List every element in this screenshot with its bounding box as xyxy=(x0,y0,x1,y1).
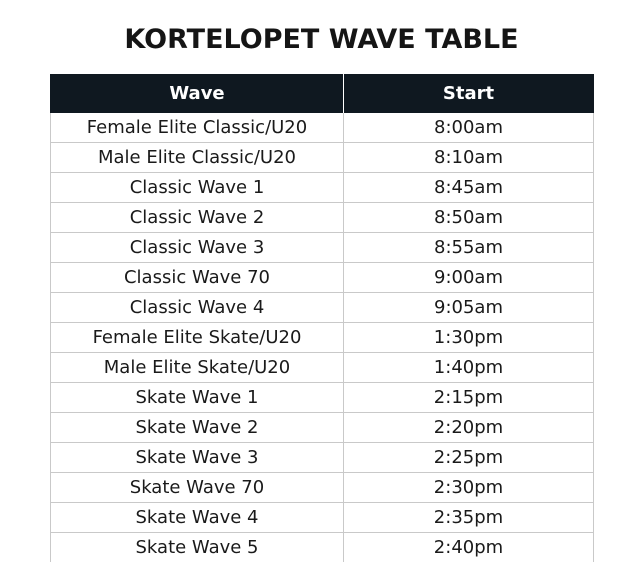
wave-cell: Skate Wave 4 xyxy=(51,503,344,533)
table-row xyxy=(51,293,594,323)
start-time-cell: 2:25pm xyxy=(344,443,594,473)
wave-cell: Classic Wave 3 xyxy=(51,233,344,263)
wave-cell: Female Elite Classic/U20 xyxy=(51,113,344,143)
page-title: KORTELOPET WAVE TABLE xyxy=(124,24,519,55)
table-row xyxy=(51,413,594,443)
wave-cell: Classic Wave 70 xyxy=(51,263,344,293)
table-row xyxy=(51,353,594,383)
table-row xyxy=(51,233,594,263)
table-row xyxy=(51,113,594,143)
start-time-cell: 2:40pm xyxy=(344,533,594,563)
table-row xyxy=(51,173,594,203)
start-time-cell: 8:50am xyxy=(344,203,594,233)
table-row xyxy=(51,443,594,473)
wave-cell: Male Elite Skate/U20 xyxy=(51,353,344,383)
wave-cell: Classic Wave 4 xyxy=(51,293,344,323)
table-row xyxy=(51,263,594,293)
start-time-cell: 8:45am xyxy=(344,173,594,203)
wave-cell: Skate Wave 1 xyxy=(51,383,344,413)
table-header-row xyxy=(51,74,594,113)
start-time-cell: 2:35pm xyxy=(344,503,594,533)
wave-cell: Male Elite Classic/U20 xyxy=(51,143,344,173)
wave-cell: Female Elite Skate/U20 xyxy=(51,323,344,353)
wave-cell: Skate Wave 70 xyxy=(51,473,344,503)
start-time-cell: 1:30pm xyxy=(344,323,594,353)
start-time-cell: 8:00am xyxy=(344,113,594,143)
wave-cell: Classic Wave 1 xyxy=(51,173,344,203)
start-time-cell: 9:00am xyxy=(344,263,594,293)
table-row xyxy=(51,383,594,413)
wave-cell: Skate Wave 5 xyxy=(51,533,344,563)
wave-cell: Classic Wave 2 xyxy=(51,203,344,233)
wave-cell: Skate Wave 2 xyxy=(51,413,344,443)
start-time-cell: 9:05am xyxy=(344,293,594,323)
table-row xyxy=(51,503,594,533)
start-time-cell: 8:10am xyxy=(344,143,594,173)
table-row xyxy=(51,143,594,173)
column-header-start: Start xyxy=(344,74,594,113)
start-time-cell: 2:15pm xyxy=(344,383,594,413)
table-row xyxy=(51,533,594,563)
column-header-wave: Wave xyxy=(51,74,344,113)
start-time-cell: 8:55am xyxy=(344,233,594,263)
wave-table xyxy=(50,74,594,562)
start-time-cell: 2:30pm xyxy=(344,473,594,503)
table-row xyxy=(51,203,594,233)
start-time-cell: 1:40pm xyxy=(344,353,594,383)
table-row xyxy=(51,473,594,503)
wave-cell: Skate Wave 3 xyxy=(51,443,344,473)
start-time-cell: 2:20pm xyxy=(344,413,594,443)
table-row xyxy=(51,323,594,353)
